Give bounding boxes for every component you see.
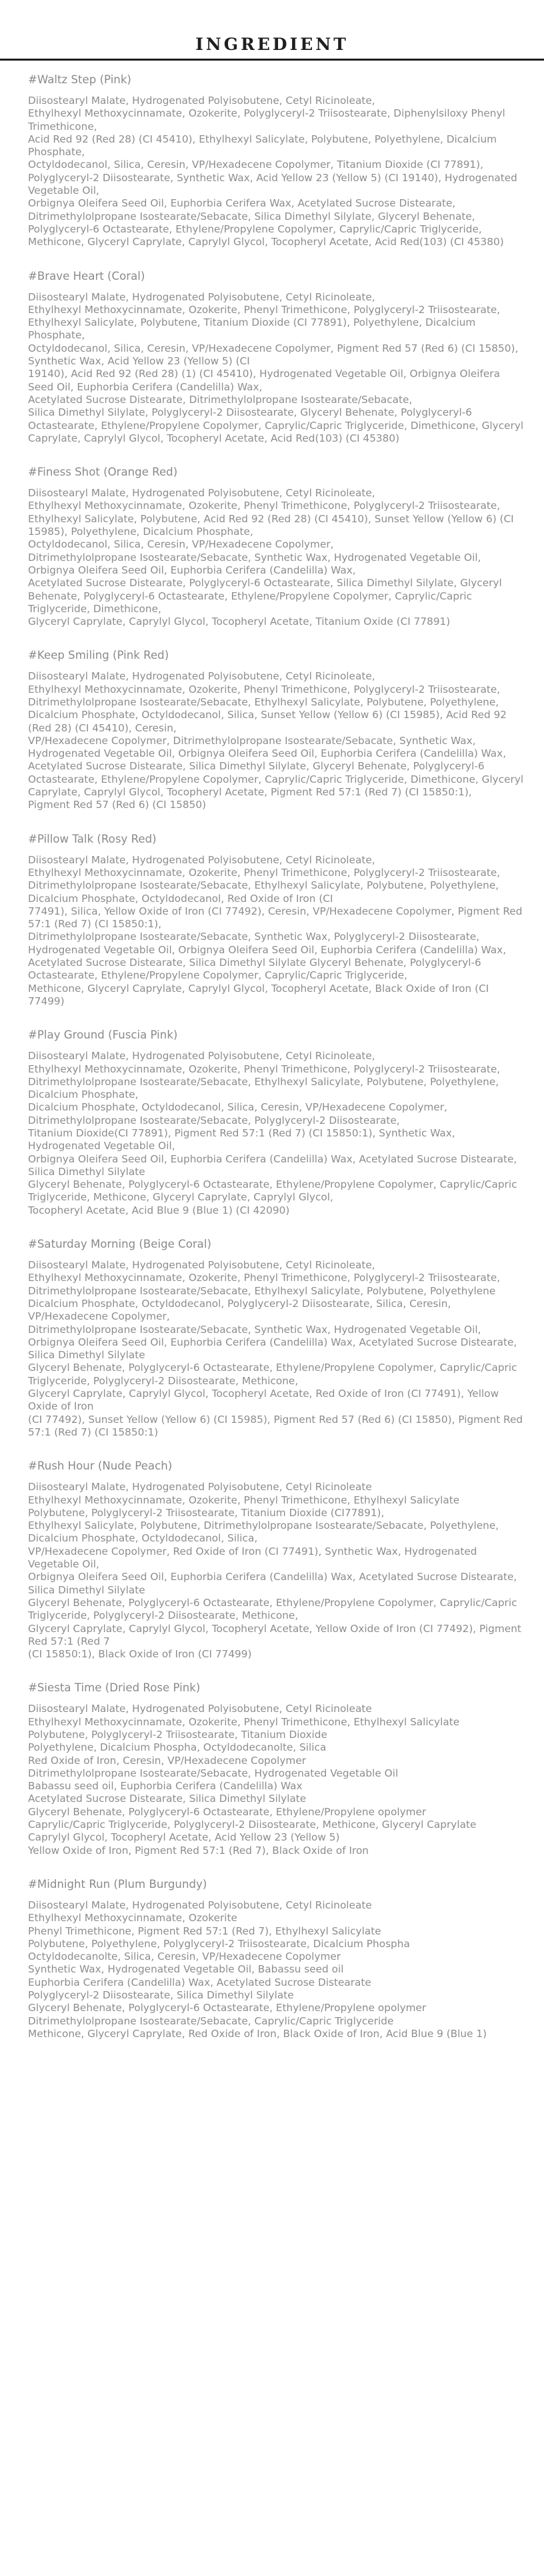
ingredient-section (28, 1460, 524, 1661)
ingredient-line: Ditrimethylolpropane Isostearate/Sebacate, Synthetic Wax, Polyglyceryl-2 Diisostearate, Hydrogenated Vegetable Oil, Orbignya Oleifera Seed Oil, Euphorbia Cerifera (Candelilla) Wax, (28, 931, 507, 956)
ingredient-line: Synthetic Wax, Hydrogenated Vegetable Oil, Babassu seed oil (28, 1963, 344, 1976)
section-ingredients (28, 487, 524, 628)
ingredient-line: Octyldodecanol, Silica, Ceresin, VP/Hexadecene Copolymer, Titanium Dioxide (CI 77891), Polyglyceryl-2 Diisostearate, Synthetic Wax, Acid Yellow 23 (Yellow 5) (CI 19140), Hydrogenated Vegetable Oil, (28, 159, 517, 197)
ingredient-line: Diisostearyl Malate, Hydrogenated Polyisobutene, Cetyl Ricinoleate, (28, 290, 375, 303)
ingredient-line: Acetylated Sucrose Distearate, Polyglyceryl-6 Octastearate, Silica Dimethyl Silylate, Glyceryl Behenate, Polyglyceryl-6 Octastearate, Ethylene/Propylene Copolymer, Caprylic/Capric Triglyceride, Dimethicone, (28, 577, 502, 615)
ingredient-section (28, 466, 524, 628)
ingredient-line: Diisostearyl Malate, Hydrogenated Polyisobutene, Cetyl Ricinoleate (28, 1703, 372, 1715)
ingredient-line: Phenyl Trimethicone, Pigment Red 57:1 (Red 7), Ethylhexyl Salicylate (28, 1925, 381, 1937)
ingredient-line: Glyceryl Behenate, Polyglyceryl-6 Octastearate, Ethylene/Propylene Copolymer, Caprylic/Capric Triglyceride, Polyglyceryl-2 Diisostearate, Methicone, (28, 1362, 517, 1387)
ingredient-line: Ethylhexyl Salicylate, Polybutene, Ditrimethylolpropane Isostearate/Sebacate, Polyethylene, (28, 1519, 499, 1532)
ingredient-line: Diisostearyl Malate, Hydrogenated Polyisobutene, Cetyl Ricinoleate, (28, 853, 375, 866)
ingredient-section (28, 1681, 524, 1857)
ingredient-line: Babassu seed oil, Euphorbia Cerifera (Candelilla) Wax (28, 1780, 303, 1793)
ingredient-line: Glyceryl Behenate, Polyglyceryl-6 Octastearate, Ethylene/Propylene opolymer (28, 2002, 427, 2014)
ingredient-line: Ditrimethylolpropane Isostearate/Sebacate, Synthetic Wax, Hydrogenated Vegetable Oil, Orbignya Oleifera Seed Oil, Euphorbia Cerifera (Candelilla) Wax, (28, 551, 481, 576)
ingredient-line: Caprylyl Glycol, Tocopheryl Acetate, Acid Yellow 23 (Yellow 5) (28, 1831, 340, 1844)
section-ingredients (28, 1050, 524, 1217)
ingredient-line: Dicalcium Phosphate, Octyldodecanol, Silica, Ceresin, VP/Hexadecene Copolymer, (28, 1101, 447, 1114)
ingredient-line: Pigment Red 57 (Red 6) (CI 15850) (28, 799, 207, 811)
page-header (0, 0, 544, 64)
ingredient-line: Polybutene, Polyethylene, Polyglyceryl-2 Triisostearate, Dicalcium Phospha (28, 1937, 410, 1950)
ingredient-line: VP/Hexadecene Copolymer, Red Oxide of Iron (CI 77491), Synthetic Wax, Hydrogenated Vegetable Oil, (28, 1545, 477, 1571)
ingredient-section (28, 1029, 524, 1217)
ingredient-line: Acetylated Sucrose Distearate, Silica Dimethyl Silylate, Glyceryl Behenate, Polyglyceryl-6 Octastearate, Ethylene/Propylene Copolymer, Caprylic/Capric Triglyceride, Dimethicone, Glyceryl Caprylate, Caprylyl Glycol, Tocopheryl Acetate, Pigment Red 57:1 (Red 7) (CI 15850:1), (28, 760, 524, 799)
ingredient-line: Diisostearyl Malate, Hydrogenated Polyisobutene, Cetyl Ricinoleate (28, 1481, 372, 1494)
ingredient-line: Caprylic/Capric Triglyceride, Polyglyceryl-2 Diisostearate, Methicone, Glyceryl Caprylate (28, 1819, 477, 1831)
ingredient-line: Methicone, Glyceryl Caprylate, Red Oxide of Iron, Black Oxide of Iron, Acid Blue 9 (Blue 1) (28, 2027, 487, 2040)
ingredient-line: (CI 15850:1), Black Oxide of Iron (CI 77499) (28, 1648, 252, 1661)
ingredient-line: Glyceryl Caprylate, Caprylyl Glycol, Tocopheryl Acetate, Yellow Oxide of Iron (CI 77492), Pigment Red 57:1 (Red 7 (28, 1622, 521, 1647)
ingredient-section (28, 73, 524, 249)
ingredient-line: Ethylhexyl Methoxycinnamate, Ozokerite, Phenyl Trimethicone, Ethylhexyl Salicylate (28, 1494, 460, 1506)
ingredient-line: Ethylhexyl Methoxycinnamate, Ozokerite (28, 1912, 237, 1925)
ingredient-line: Glyceryl Behenate, Polyglyceryl-6 Octastearate, Ethylene/Propylene Copolymer, Caprylic/Capric Triglyceride, Methicone, Glyceryl Caprylate, Caprylyl Glycol, (28, 1178, 517, 1204)
ingredient-line: Tocopheryl Acetate, Acid Blue 9 (Blue 1) (CI 42090) (28, 1204, 290, 1216)
ingredient-line: VP/Hexadecene Copolymer, Ditrimethylolpropane Isostearate/Sebacate, Synthetic Wax, Hydrogenated Vegetable Oil, Orbignya Oleifera Seed Oil, Euphorbia Cerifera (Candelilla) Wax, (28, 734, 507, 760)
ingredient-line: Ethylhexyl Methoxycinnamate, Ozokerite, Phenyl Trimethicone, Polyglyceryl-2 Triisostearate, Ditrimethylolpropane Isostearate/Sebacate, Ethylhexyl Salicylate, Polybutene, Polyethylene, Dicalcium Phosphate, (28, 1063, 501, 1101)
ingredient-line: Titanium Dioxide(CI 77891), Pigment Red 57:1 (Red 7) (CI 15850:1), Synthetic Wax, Hydrogenated Vegetable Oil, (28, 1127, 455, 1152)
ingredient-section (28, 833, 524, 1009)
ingredient-line: Ethylhexyl Methoxycinnamate, Ozokerite, Phenyl Trimethicone, Polyglyceryl-2 Triisostearate, (28, 303, 501, 316)
ingredient-line: Diisostearyl Malate, Hydrogenated Polyisobutene, Cetyl Ricinoleate, (28, 1050, 375, 1063)
ingredient-line: Ethylhexyl Methoxycinnamate, Ozokerite, Phenyl Trimethicone, Polyglyceryl-2 Triisostearate, Ditrimethylolpropane Isostearate/Sebacate, Ethylhexyl Salicylate, Polybutene, Polyethylene Dicalcium Phosphate, Octyldodecanol, Polyglyceryl-2 Diisostearate, Silica, Ceresin, VP/Hexadecene Copolymer, (28, 1272, 501, 1323)
ingredient-line: Ethylhexyl Methoxycinnamate, Ozokerite, Phenyl Trimethicone, Polyglyceryl-2 Triisostearate, (28, 500, 501, 512)
ingredient-line: Octyldodecanol, Silica, Ceresin, VP/Hexadecene Copolymer, Pigment Red 57 (Red 6) (CI 15850), Synthetic Wax, Acid Yellow 23 (Yellow 5) (CI (28, 342, 519, 368)
ingredient-line: Orbignya Oleifera Seed Oil, Euphorbia Cerifera (Candelilla) Wax, Acetylated Sucrose Distearate, Silica Dimethyl Silylate (28, 1571, 517, 1596)
ingredient-line: 19140), Acid Red 92 (Red 28) (1) (CI 45410), Hydrogenated Vegetable Oil, Orbignya Oleifera Seed Oil, Euphorbia Cerifera (Candelilla) Wax, (28, 368, 500, 393)
section-ingredients (28, 291, 524, 446)
header-divider (0, 59, 544, 61)
ingredient-line: Polybutene, Polyglyceryl-2 Triisostearate, Titanium Dioxide (28, 1728, 327, 1741)
ingredient-line: Methicone, Glyceryl Caprylate, Caprylyl Glycol, Tocopheryl Acetate, Black Oxide of Iron (CI 77499) (28, 982, 489, 1007)
section-ingredients (28, 95, 524, 249)
ingredient-line: Octyldodecanolte, Silica, Ceresin, VP/Hexadecene Copolymer (28, 1950, 341, 1963)
section-title: #Finess Shot (Orange Red) (28, 466, 178, 479)
ingredient-section (28, 1878, 524, 2040)
ingredient-line: Yellow Oxide of Iron, Pigment Red 57:1 (Red 7), Black Oxide of Iron (28, 1844, 369, 1857)
section-title: #Waltz Step (Pink) (28, 73, 131, 86)
section-title: #Keep Smiling (Pink Red) (28, 649, 169, 662)
page-title: INGREDIENT (195, 35, 349, 54)
ingredient-line: Diisostearyl Malate, Hydrogenated Polyisobutene, Cetyl Ricinoleate, (28, 1259, 375, 1272)
ingredient-line: Ethylhexyl Salicylate, Polybutene, Titanium Dioxide (CI 77891), Polyethylene, Dicalcium Phosphate, (28, 316, 476, 342)
section-title: #Pillow Talk (Rosy Red) (28, 832, 157, 845)
ingredient-line: Red Oxide of Iron, Ceresin, VP/Hexadecene Copolymer (28, 1754, 307, 1767)
ingredient-section (28, 270, 524, 446)
section-ingredients (28, 1481, 524, 1661)
ingredient-line: Ethylhexyl Methoxycinnamate, Ozokerite, Phenyl Trimethicone, Ethylhexyl Salicylate (28, 1715, 460, 1728)
ingredient-line: Diisostearyl Malate, Hydrogenated Polyisobutene, Cetyl Ricinoleate, (28, 95, 375, 107)
section-title: #Midnight Run (Plum Burgundy) (28, 1877, 207, 1891)
ingredient-line: Polybutene, Polyglyceryl-2 Triisostearate, Titanium Dioxide (CI77891), (28, 1506, 385, 1519)
ingredient-line: Octyldodecanol, Silica, Ceresin, VP/Hexadecene Copolymer, (28, 538, 334, 551)
ingredient-line: Methicone, Glyceryl Caprylate, Caprylyl Glycol, Tocopheryl Acetate, Acid Red(103) (CI 45380) (28, 236, 504, 248)
ingredient-line: 77491), Silica, Yellow Oxide of Iron (CI 77492), Ceresin, VP/Hexadecene Copolymer, Pigment Red 57:1 (Red 7) (CI 15850:1), (28, 905, 523, 931)
section-ingredients (28, 854, 524, 1009)
ingredient-line: Ethylhexyl Salicylate, Polybutene, Acid Red 92 (Red 28) (CI 45410), Sunset Yellow (Yellow 6) (CI 15985), Polyethylene, Dicalcium Phosphate, (28, 512, 514, 538)
section-ingredients (28, 670, 524, 811)
ingredient-line: Ditrimethylolpropane Isostearate/Sebacate, Synthetic Wax, Hydrogenated Vegetable Oil, Orbignya Oleifera Seed Oil, Euphorbia Cerifera (Candelilla) Wax, Acetylated Sucrose Distearate, Silica Dimethyl Silylate (28, 1323, 517, 1362)
ingredient-list (0, 64, 544, 2040)
ingredient-line: Ditrimethylolpropane Isostearate/Sebacate, Hydrogenated Vegetable Oil (28, 1767, 399, 1779)
section-ingredients (28, 1899, 524, 2040)
section-ingredients (28, 1259, 524, 1439)
ingredient-line: Ethylhexyl Methoxycinnamate, Ozokerite, Phenyl Trimethicone, Polyglyceryl-2 Triisostearate, Ditrimethylolpropane Isostearate/Sebacate, Ethylhexyl Salicylate, Polybutene, Polyethylene, Dicalcium Phosphate, Octyldodecanol, Red Oxide of Iron (CI (28, 866, 501, 905)
ingredient-line: Dicalcium Phosphate, Octyldodecanol, Silica, Sunset Yellow (Yellow 6) (CI 15985), Acid Red 92 (Red 28) (CI 45410), Ceresin, (28, 709, 507, 734)
ingredient-line: Diisostearyl Malate, Hydrogenated Polyisobutene, Cetyl Ricinoleate, (28, 670, 375, 683)
ingredient-line: Glyceryl Behenate, Polyglyceryl-6 Octastearate, Ethylene/Propylene Copolymer, Caprylic/Capric Triglyceride, Polyglyceryl-2 Diisostearate, Methicone, (28, 1596, 517, 1622)
section-title: #Rush Hour (Nude Peach) (28, 1460, 173, 1473)
ingredient-line: Glyceryl Caprylate, Caprylyl Glycol, Tocopheryl Acetate, Titanium Oxide (CI 77891) (28, 616, 451, 628)
section-title: #Play Ground (Fuscia Pink) (28, 1029, 178, 1042)
ingredient-line: Diisostearyl Malate, Hydrogenated Polyisobutene, Cetyl Ricinoleate, (28, 487, 375, 500)
section-ingredients (28, 1703, 524, 1857)
ingredient-line: Diisostearyl Malate, Hydrogenated Polyisobutene, Cetyl Ricinoleate (28, 1899, 372, 1911)
section-title: #Saturday Morning (Beige Coral) (28, 1238, 211, 1251)
ingredient-line: Ethylhexyl Methoxycinnamate, Ozokerite, Phenyl Trimethicone, Polyglyceryl-2 Triisostearate, Ditrimethylolpropane Isostearate/Sebacate, Ethylhexyl Salicylate, Polybutene, Polyethylene, (28, 683, 501, 708)
section-title: #Brave Heart (Coral) (28, 269, 145, 282)
ingredient-line: Ditrimethylolpropane Isostearate/Sebacate, Polyglyceryl-2 Diisostearate, (28, 1114, 400, 1126)
ingredient-line: Silica Dimethyl Silylate, Polyglyceryl-2 Diisostearate, Glyceryl Behenate, Polyglyceryl-6 Octastearate, Ethylene/Propylene Copolymer, Caprylic/Capric Triglyceride, Dimethicone, Glyceryl Caprylate, Caprylyl Glycol, Tocopheryl Acetate, Acid Red(103) (CI 45380) (28, 406, 524, 444)
ingredient-line: Orbignya Oleifera Seed Oil, Euphorbia Cerifera (Candelilla) Wax, Acetylated Sucrose Distearate, Silica Dimethyl Silylate (28, 1152, 517, 1178)
ingredient-line: Ditrimethylolpropane Isostearate/Sebacate, Caprylic/Capric Triglyceride (28, 2014, 394, 2027)
ingredient-section (28, 1238, 524, 1439)
ingredient-line: Acid Red 92 (Red 28) (CI 45410), Ethylhexyl Salicylate, Polybutene, Polyethylene, Dicalcium Phosphate, (28, 133, 497, 159)
ingredient-line: Orbignya Oleifera Seed Oil, Euphorbia Cerifera Wax, Acetylated Sucrose Distearate, Ditrimethylolpropane Isostearate/Sebacate, Silica Dimethyl Silylate, Glyceryl Behenate, Polyglyceryl-6 Octastearate, Ethylene/Propylene Copolymer, Caprylic/Capric Triglyceride, (28, 197, 482, 235)
section-title: #Siesta Time (Dried Rose Pink) (28, 1681, 201, 1695)
ingredient-line: Glyceryl Behenate, Polyglyceryl-6 Octastearate, Ethylene/Propylene opolymer (28, 1805, 427, 1818)
ingredient-line: Acetylated Sucrose Distearate, Silica Dimethyl Silylate (28, 1793, 307, 1805)
ingredient-line: Polyglyceryl-2 Diisostearate, Silica Dimethyl Silylate (28, 1989, 294, 2002)
ingredient-line: Acetylated Sucrose Distearate, Ditrimethylolpropane Isostearate/Sebacate, (28, 393, 413, 406)
ingredient-line: Glyceryl Caprylate, Caprylyl Glycol, Tocopheryl Acetate, Red Oxide of Iron (CI 77491), Yellow Oxide of Iron (28, 1388, 499, 1413)
ingredient-line: (CI 77492), Sunset Yellow (Yellow 6) (CI 15985), Pigment Red 57 (Red 6) (CI 15850), Pigment Red 57:1 (Red 7) (CI 15850:1) (28, 1413, 523, 1438)
ingredient-line: Polyethylene, Dicalcium Phospha, Octyldodecanolte, Silica (28, 1741, 327, 1754)
ingredient-section (28, 649, 524, 811)
ingredient-line: Acetylated Sucrose Distearate, Silica Dimethyl Silylate Glyceryl Behenate, Polyglyceryl-6 Octastearate, Ethylene/Propylene Copolymer, Caprylic/Capric Triglyceride, (28, 957, 481, 982)
ingredient-line: Euphorbia Cerifera (Candelilla) Wax, Acetylated Sucrose Distearate (28, 1976, 371, 1988)
ingredient-line: Dicalcium Phosphate, Octyldodecanol, Silica, (28, 1532, 258, 1545)
ingredient-line: Ethylhexyl Methoxycinnamate, Ozokerite, Polyglyceryl-2 Triisostearate, Diphenylsiloxy Phenyl Trimethicone, (28, 107, 505, 133)
